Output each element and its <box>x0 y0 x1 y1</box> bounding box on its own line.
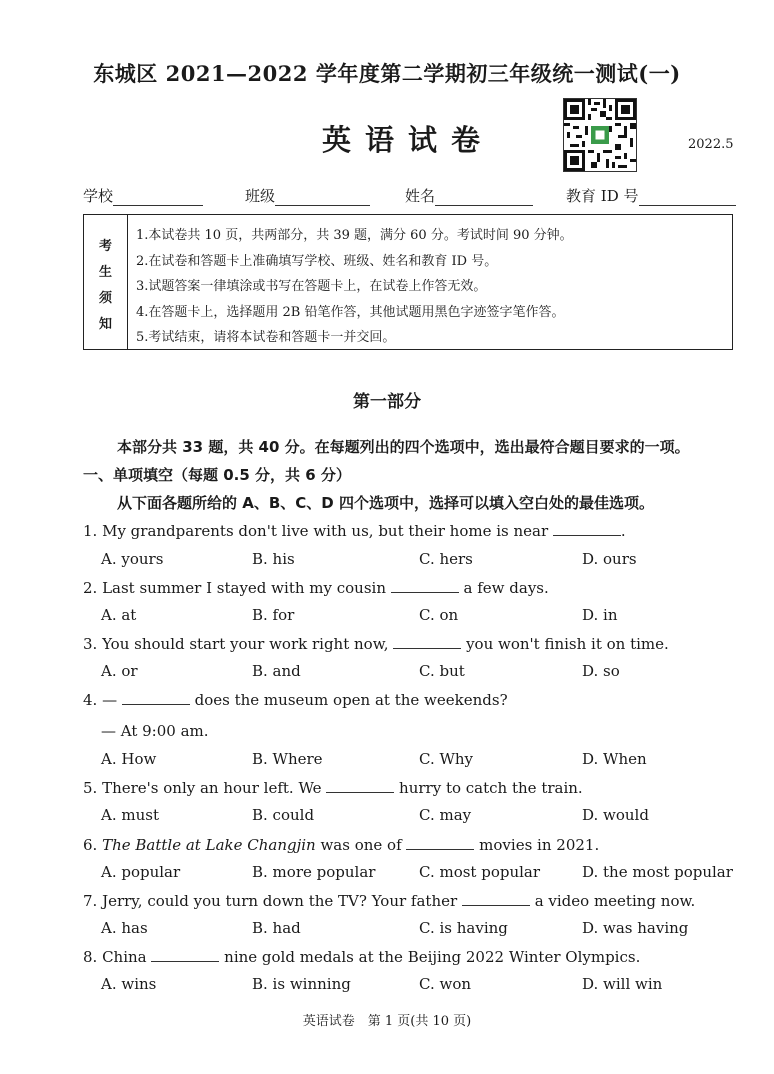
notice-item: 4.在答题卡上，选择题用 2B 铅笔作答，其他试题用黑色字迹签字笔作答。 <box>136 304 565 320</box>
part-title: 第一部分 <box>353 392 421 412</box>
answer-blank[interactable] <box>393 634 461 649</box>
option-a[interactable]: A. How <box>101 750 157 768</box>
exam-date: 2022.5 <box>688 137 734 152</box>
option-c[interactable]: C. Why <box>419 750 474 768</box>
option-c[interactable]: C. is having <box>419 919 508 937</box>
option-b[interactable]: B. could <box>252 806 315 824</box>
question-4: 4. — does the museum open at the weekends? <box>83 691 508 709</box>
option-a[interactable]: A. at <box>101 606 137 624</box>
dialogue-answer: — At 9:00 am. <box>101 722 209 740</box>
education-id-label: 教育 ID 号 <box>566 187 639 205</box>
school-field[interactable] <box>83 185 203 206</box>
answer-blank[interactable] <box>406 835 474 850</box>
question-7: 7. Jerry, could you turn down the TV? Your father a video meeting now. <box>83 892 696 910</box>
answer-blank[interactable] <box>122 690 190 705</box>
option-b[interactable]: B. his <box>252 550 295 568</box>
page-footer: 英语试卷 第 1 页(共 10 页) <box>302 1014 472 1029</box>
option-b[interactable]: B. and <box>252 662 301 680</box>
notice-item: 5.考试结束，请将本试卷和答题卡一并交回。 <box>136 330 396 345</box>
notice-side-label: 考 生 须 知 <box>84 215 128 349</box>
answer-blank[interactable] <box>553 521 621 536</box>
movie-title: The Battle at Lake Changjin <box>102 836 316 854</box>
exam-title: 东城区 2021—2022 学年度第二学期初三年级统一测试(一) <box>93 61 681 86</box>
exam-notice-box <box>83 214 733 350</box>
answer-blank[interactable] <box>391 578 459 593</box>
name-label: 姓名 <box>405 187 436 205</box>
notice-item: 3.试题答案一律填涂或书写在答题卡上，在试卷上作答无效。 <box>136 279 487 294</box>
exam-subtitle: 英语试卷 <box>322 123 495 157</box>
option-a[interactable]: A. has <box>101 919 148 937</box>
option-a[interactable]: A. yours <box>101 550 164 568</box>
option-b[interactable]: B. had <box>252 919 301 937</box>
option-c[interactable]: C. on <box>419 606 459 624</box>
option-b[interactable]: B. for <box>252 606 295 624</box>
option-c[interactable]: C. won <box>419 975 472 993</box>
option-b[interactable]: B. more popular <box>252 863 376 881</box>
option-a[interactable]: A. or <box>101 662 138 680</box>
section-instruction: 从下面各题所给的 A、B、C、D 四个选项中，选择可以填入空白处的最佳选项。 <box>117 494 654 512</box>
answer-blank[interactable] <box>462 891 530 906</box>
notice-items <box>136 223 573 351</box>
option-b[interactable]: B. Where <box>252 750 323 768</box>
question-2: 2. Last summer I stayed with my cousin a few days. <box>83 579 549 597</box>
option-d[interactable]: D. would <box>582 806 649 824</box>
option-c[interactable]: C. but <box>419 662 465 680</box>
qr-code-icon <box>563 98 637 172</box>
option-d[interactable]: D. in <box>582 606 618 624</box>
education-id-field[interactable] <box>566 185 736 206</box>
option-d[interactable]: D. will win <box>582 975 663 993</box>
part-intro: 本部分共 33 题，共 40 分。在每题列出的四个选项中，选出最符合题目要求的一项。 <box>117 438 690 456</box>
question-1: 1. My grandparents don't live with us, but their home is near . <box>83 522 626 540</box>
answer-blank[interactable] <box>151 947 219 962</box>
option-d[interactable]: D. so <box>582 662 620 680</box>
question-6: 6. The Battle at Lake Changjin was one of movies in 2021. <box>83 836 600 854</box>
option-d[interactable]: D. ours <box>582 550 637 568</box>
option-c[interactable]: C. hers <box>419 550 473 568</box>
answer-blank[interactable] <box>326 778 394 793</box>
name-field[interactable] <box>405 185 533 206</box>
option-a[interactable]: A. popular <box>101 863 181 881</box>
class-label: 班级 <box>245 187 276 205</box>
option-d[interactable]: D. was having <box>582 919 689 937</box>
option-d[interactable]: D. the most popular <box>582 863 733 881</box>
option-b[interactable]: B. is winning <box>252 975 351 993</box>
school-label: 学校 <box>83 187 114 205</box>
option-a[interactable]: A. wins <box>101 975 157 993</box>
option-a[interactable]: A. must <box>101 806 159 824</box>
class-field[interactable] <box>245 185 370 206</box>
question-3: 3. You should start your work right now, you won't finish it on time. <box>83 635 669 653</box>
option-d[interactable]: D. When <box>582 750 647 768</box>
section-title: 一、单项填空（每题 0.5 分，共 6 分） <box>83 466 351 484</box>
question-8: 8. China nine gold medals at the Beijing 2022 Winter Olympics. <box>83 948 641 966</box>
option-c[interactable]: C. may <box>419 806 472 824</box>
notice-item: 1.本试卷共 10 页，共两部分，共 39 题，满分 60 分。考试时间 90 分钟。 <box>136 228 573 243</box>
question-5: 5. There's only an hour left. We hurry to catch the train. <box>83 779 583 797</box>
notice-item: 2.在试卷和答题卡上准确填写学校、班级、姓名和教育 ID 号。 <box>136 253 498 269</box>
option-c[interactable]: C. most popular <box>419 863 541 881</box>
